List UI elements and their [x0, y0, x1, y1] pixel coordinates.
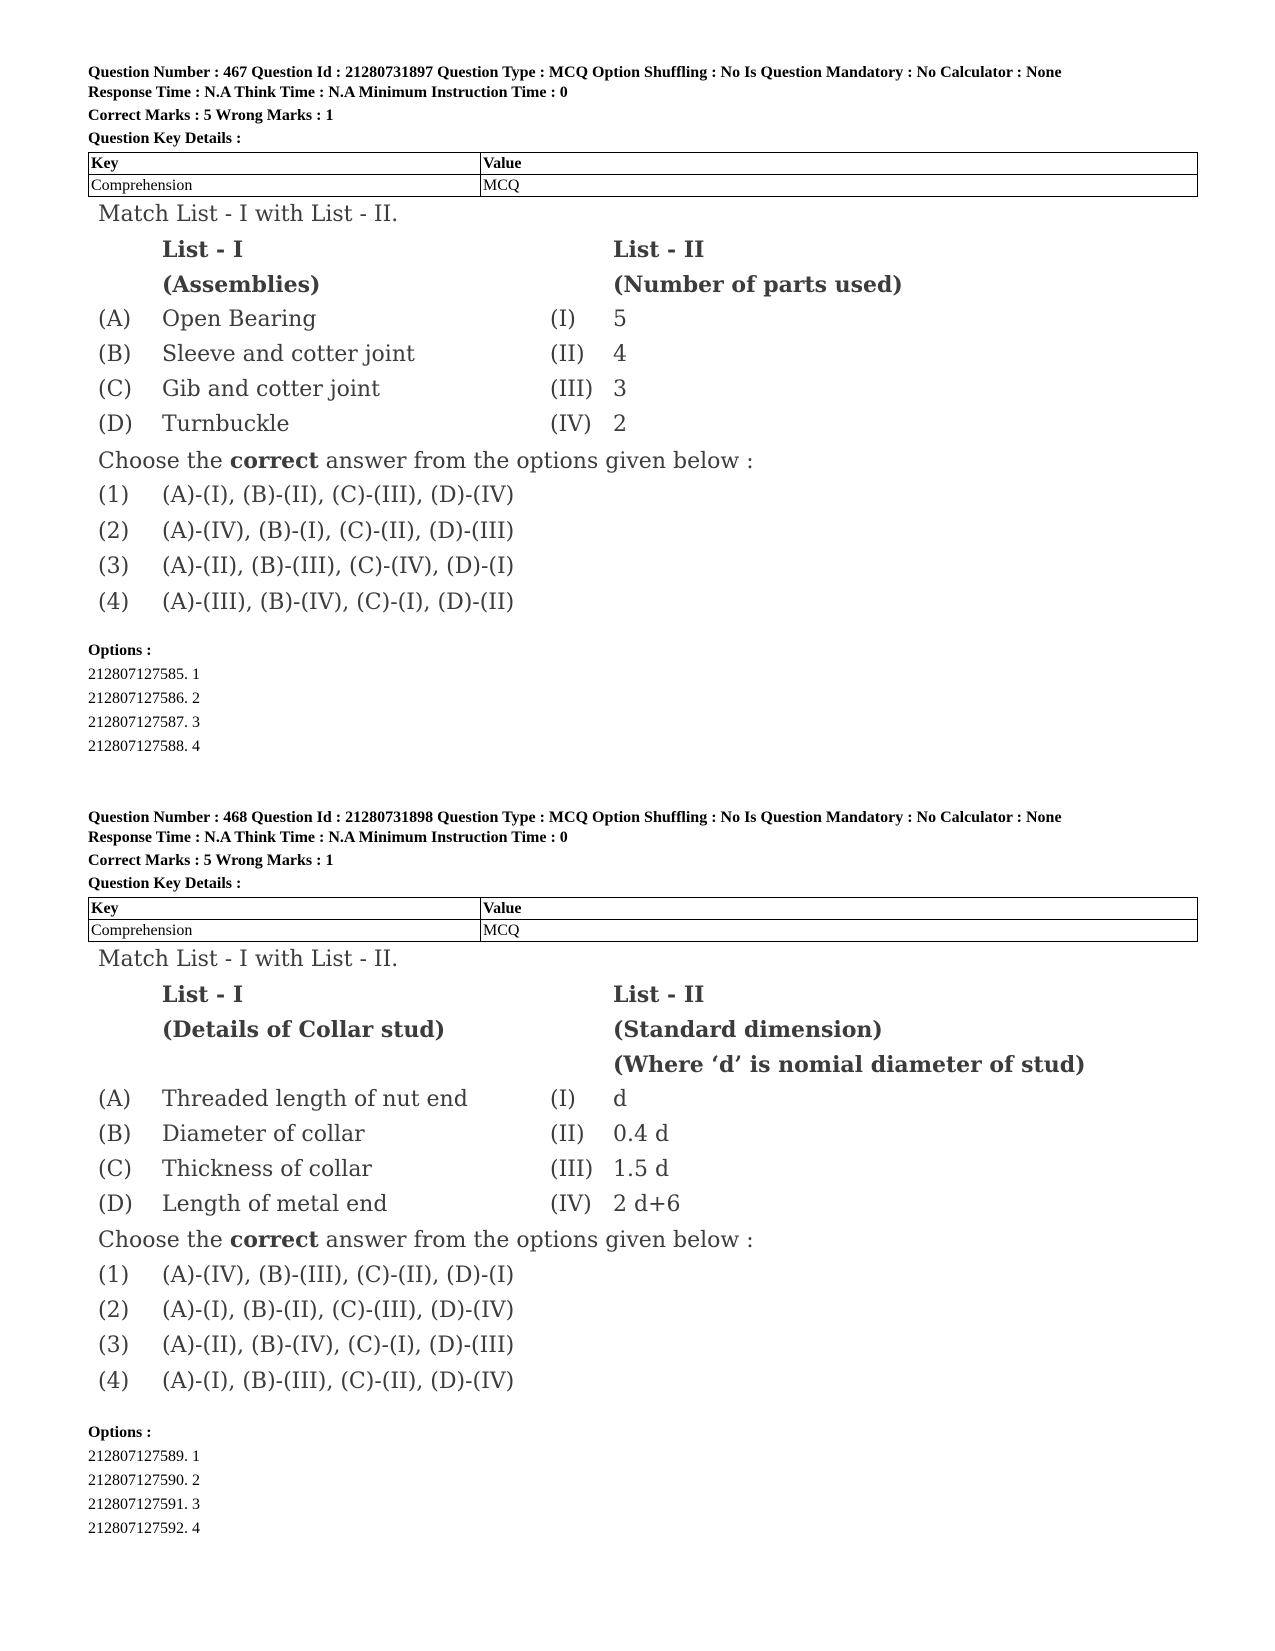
question-meta-line: Question Number : 467 Question Id : 21280731897 Question Type : MCQ Option Shuffling : No Is Question Mandatory : No Calculator : None	[88, 64, 1062, 81]
table-header-value: Value	[481, 898, 1198, 920]
pair-value: 2 d+6	[613, 1192, 681, 1217]
match-prompt: Match List - I with List - II.	[98, 202, 399, 227]
pair-item: Threaded length of nut end	[162, 1087, 468, 1112]
table-row	[89, 175, 1198, 197]
choose-text-post: answer from the options given below :	[318, 1228, 754, 1253]
key-details-label: Question Key Details :	[88, 875, 242, 892]
pair-letter: (B)	[98, 342, 132, 367]
pair-value: 0.4 d	[613, 1122, 670, 1147]
option-item: 212807127586. 2	[88, 690, 200, 707]
key-details-label: Question Key Details :	[88, 130, 242, 147]
pair-item: Sleeve and cotter joint	[162, 342, 415, 367]
list-1-subtitle: (Details of Collar stud)	[162, 1017, 446, 1043]
answer-number: (1)	[98, 1263, 130, 1288]
choose-text-pre: Choose the	[98, 449, 230, 474]
table-cell-key: Comprehension	[89, 175, 481, 197]
pair-numeral: (I)	[550, 307, 576, 332]
table-header-key: Key	[89, 153, 481, 175]
choose-text-post: answer from the options given below :	[318, 449, 754, 474]
list-1-title: List - I	[162, 982, 244, 1008]
answer-number: (3)	[98, 554, 130, 579]
pair-value: 3	[613, 377, 627, 402]
table-header-value: Value	[481, 153, 1198, 175]
answer-text: (A)-(IV), (B)-(I), (C)-(II), (D)-(III)	[162, 519, 515, 544]
pair-letter: (C)	[98, 1157, 132, 1182]
option-item: 212807127588. 4	[88, 738, 200, 755]
question-block	[88, 63, 1198, 759]
table-header-row	[89, 898, 1198, 920]
option-item: 212807127589. 1	[88, 1448, 200, 1465]
answer-text: (A)-(I), (B)-(III), (C)-(II), (D)-(IV)	[162, 1369, 515, 1394]
marks-line: Correct Marks : 5 Wrong Marks : 1	[88, 107, 334, 124]
question-meta	[88, 63, 1198, 149]
table-cell-value: MCQ	[481, 175, 1198, 197]
answer-text: (A)-(II), (B)-(IV), (C)-(I), (D)-(III)	[162, 1333, 515, 1358]
pair-letter: (D)	[98, 412, 133, 437]
answer-text: (A)-(II), (B)-(III), (C)-(IV), (D)-(I)	[162, 554, 515, 579]
options-label: Options :	[88, 642, 152, 659]
answer-number: (2)	[98, 1298, 130, 1323]
pair-numeral: (III)	[550, 377, 594, 402]
answer-text: (A)-(III), (B)-(IV), (C)-(I), (D)-(II)	[162, 590, 515, 615]
pair-value: 1.5 d	[613, 1157, 670, 1182]
pair-value: 2	[613, 412, 627, 437]
choose-instruction	[98, 443, 754, 479]
answer-text: (A)-(I), (B)-(II), (C)-(III), (D)-(IV)	[162, 483, 515, 508]
table-header-row	[89, 153, 1198, 175]
pair-letter: (A)	[98, 1087, 132, 1112]
answer-number: (4)	[98, 1369, 130, 1394]
list-1-subtitle: (Assemblies)	[162, 272, 321, 298]
question-meta	[88, 808, 1198, 894]
answer-number: (4)	[98, 590, 130, 615]
question-meta-line: Question Number : 468 Question Id : 21280731898 Question Type : MCQ Option Shuffling : No Is Question Mandatory : No Calculator : None	[88, 809, 1062, 826]
pair-value: 4	[613, 342, 627, 367]
pair-letter: (B)	[98, 1122, 132, 1147]
answer-text: (A)-(I), (B)-(II), (C)-(III), (D)-(IV)	[162, 1298, 515, 1323]
table-header-key: Key	[89, 898, 481, 920]
pair-letter: (C)	[98, 377, 132, 402]
answer-number: (3)	[98, 1333, 130, 1358]
question-key-table	[88, 897, 1198, 942]
option-item: 212807127590. 2	[88, 1472, 200, 1489]
question-key-table	[88, 152, 1198, 197]
pair-numeral: (IV)	[550, 412, 592, 437]
pair-item: Open Bearing	[162, 307, 317, 332]
choose-instruction	[98, 1222, 754, 1258]
answer-text: (A)-(IV), (B)-(III), (C)-(II), (D)-(I)	[162, 1263, 515, 1288]
pair-numeral: (II)	[550, 342, 585, 367]
options-label: Options :	[88, 1424, 152, 1441]
table-cell-key: Comprehension	[89, 920, 481, 942]
list-1-title: List - I	[162, 237, 244, 263]
list-2-subtitle: (Standard dimension)	[613, 1017, 883, 1043]
table-row	[89, 920, 1198, 942]
pair-letter: (A)	[98, 307, 132, 332]
question-image	[88, 197, 1198, 639]
pair-numeral: (III)	[550, 1157, 594, 1182]
answer-number: (1)	[98, 483, 130, 508]
list-2-note: (Where ‘d’ is nomial diameter of stud)	[613, 1052, 1086, 1078]
choose-text-pre: Choose the	[98, 1228, 230, 1253]
marks-line: Correct Marks : 5 Wrong Marks : 1	[88, 852, 334, 869]
list-2-subtitle: (Number of parts used)	[613, 272, 903, 298]
pair-item: Gib and cotter joint	[162, 377, 380, 402]
pair-item: Diameter of collar	[162, 1122, 365, 1147]
answer-number: (2)	[98, 519, 130, 544]
pair-item: Turnbuckle	[162, 412, 290, 437]
pair-numeral: (IV)	[550, 1192, 592, 1217]
pair-letter: (D)	[98, 1192, 133, 1217]
question-image	[88, 942, 1198, 1421]
choose-text-bold: correct	[229, 1227, 319, 1253]
pair-value: d	[613, 1087, 628, 1112]
pair-numeral: (I)	[550, 1087, 576, 1112]
option-item: 212807127585. 1	[88, 666, 200, 683]
options-list	[88, 639, 1198, 759]
pair-item: Length of metal end	[162, 1192, 388, 1217]
option-item: 212807127587. 3	[88, 714, 200, 731]
table-cell-value: MCQ	[481, 920, 1198, 942]
match-prompt: Match List - I with List - II.	[98, 947, 399, 972]
response-time-line: Response Time : N.A Think Time : N.A Minimum Instruction Time : 0	[88, 84, 568, 101]
list-2-title: List - II	[613, 982, 705, 1008]
list-2-title: List - II	[613, 237, 705, 263]
question-block	[88, 808, 1198, 1541]
pair-value: 5	[613, 307, 627, 332]
option-item: 212807127592. 4	[88, 1520, 200, 1537]
pair-item: Thickness of collar	[162, 1157, 372, 1182]
option-item: 212807127591. 3	[88, 1496, 200, 1513]
pair-numeral: (II)	[550, 1122, 585, 1147]
response-time-line: Response Time : N.A Think Time : N.A Minimum Instruction Time : 0	[88, 829, 568, 846]
options-list	[88, 1421, 1198, 1541]
choose-text-bold: correct	[229, 448, 319, 474]
